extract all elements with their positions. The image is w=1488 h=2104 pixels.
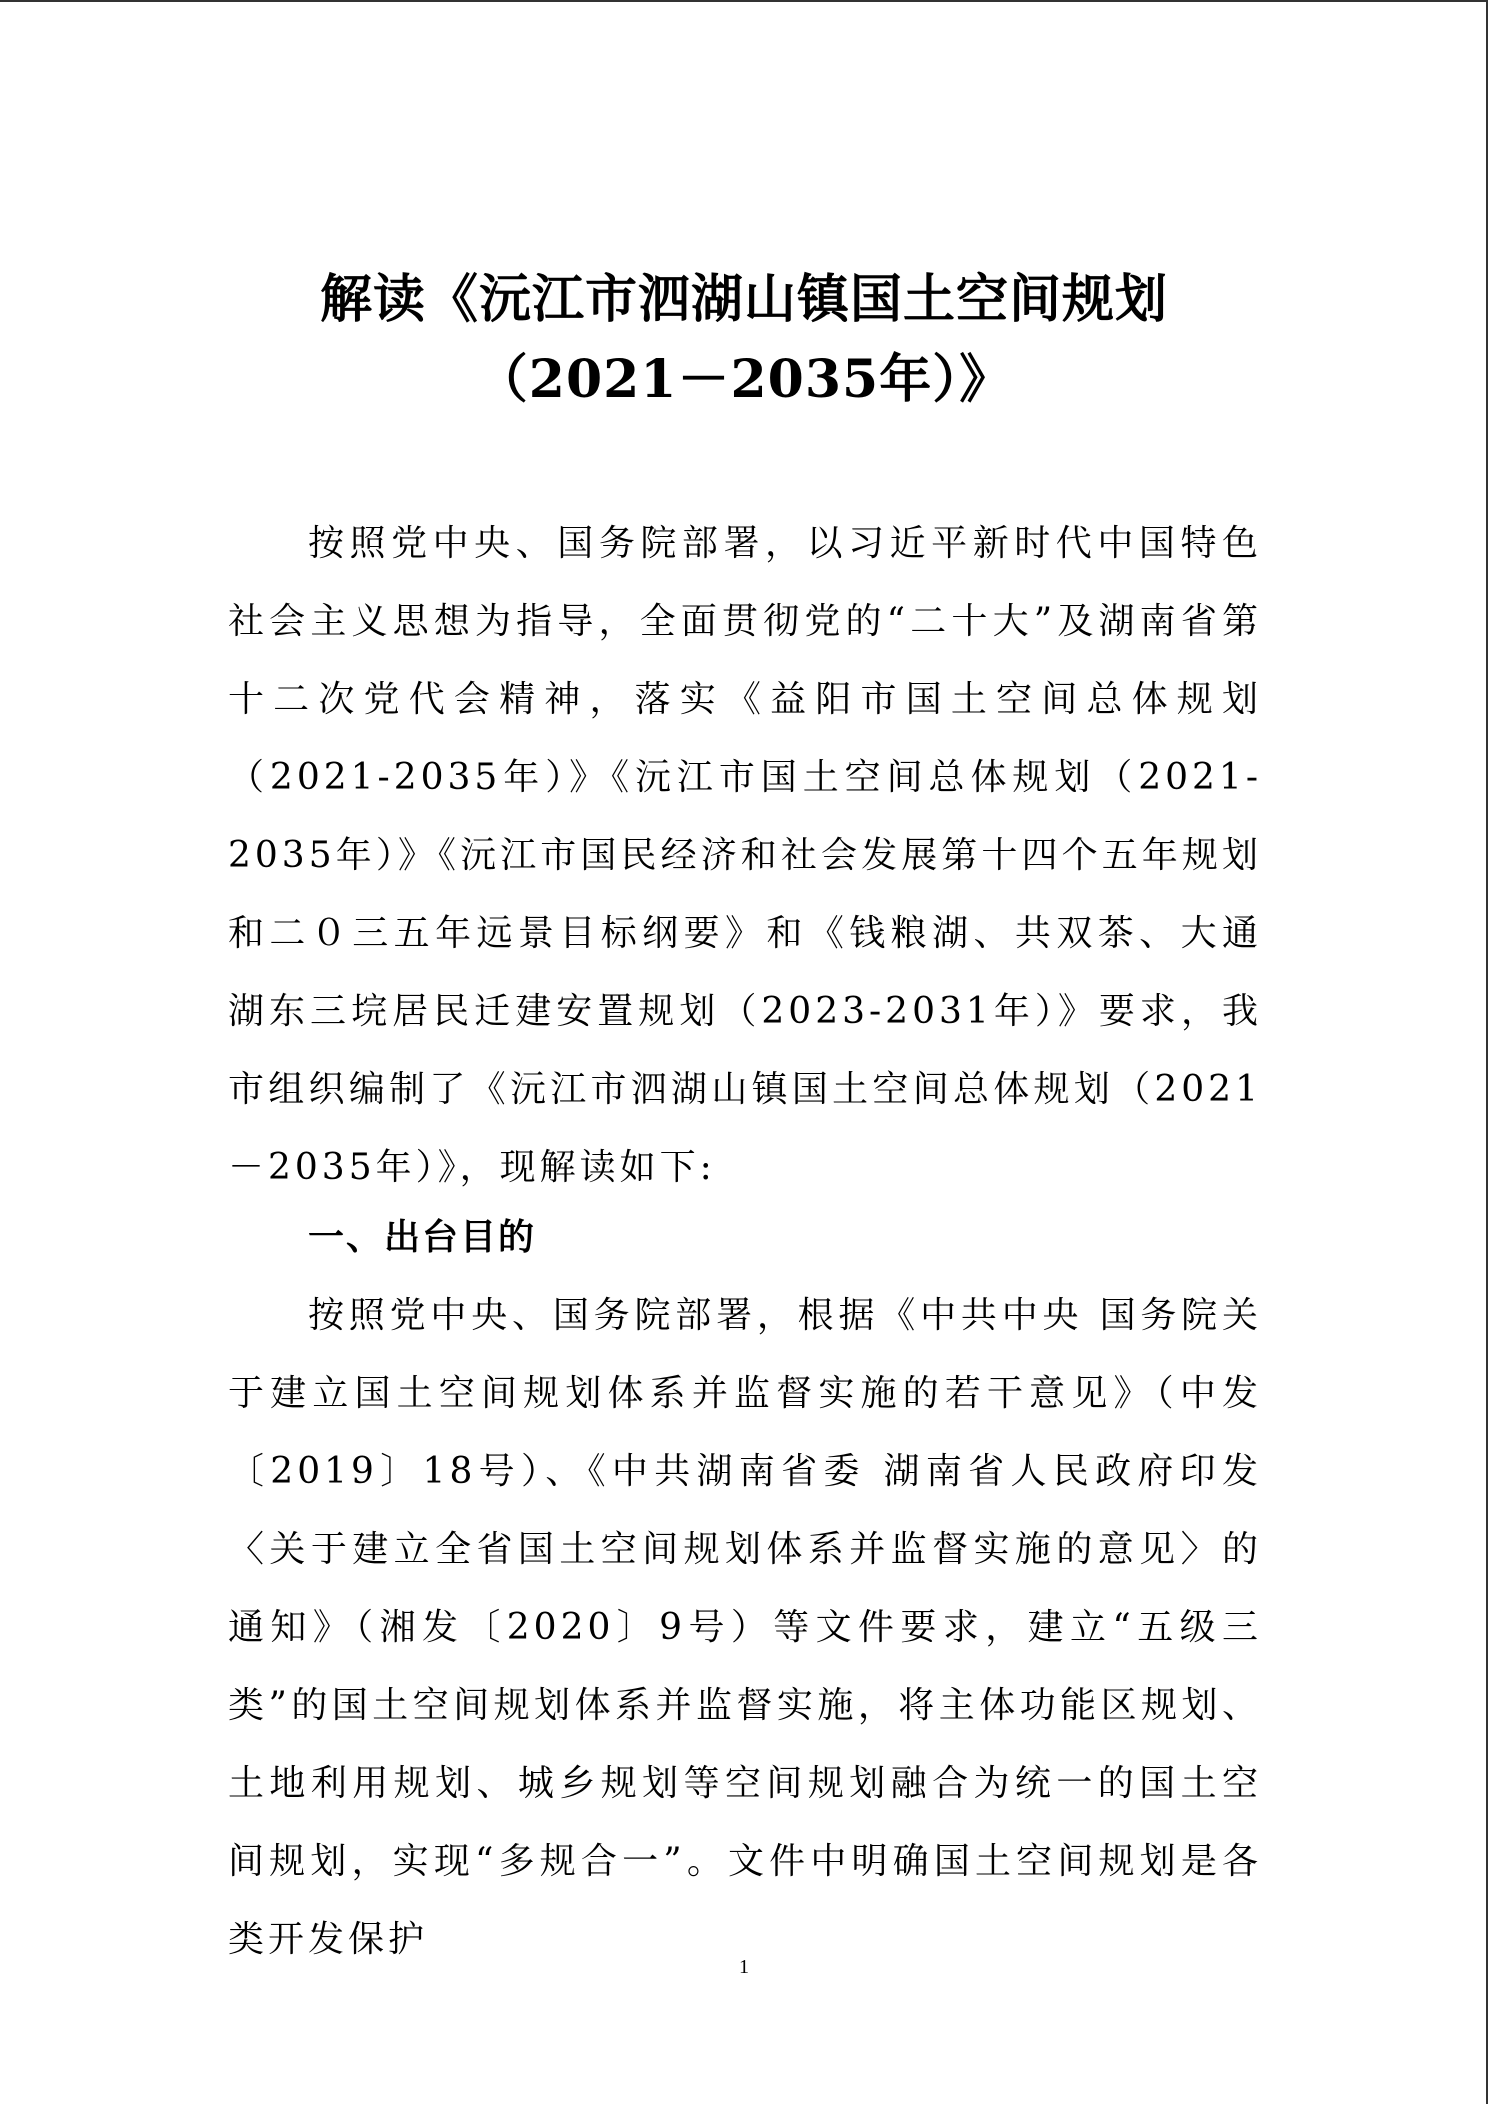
page-border-top	[0, 0, 1488, 2]
intro-paragraph: 按照党中央、国务院部署，以习近平新时代中国特色社会主义思想为指导，全面贯彻党的“二十大”及湖南省第十二次党代会精神，落实《益阳市国土空间总体规划（2021-2035年）》《沅江市国土空间总体规划（2021-2035年）》《沅江市国民经济和社会发展第十四个五年规划和二０三五年远景目标纲要》和《钱粮湖、共双茶、大通湖东三垸居民迁建安置规划（2023-2031年）》要求，我市组织编制了《沅江市泗湖山镇国土空间总体规划（2021－2035年）》，现解读如下:	[228, 523, 1262, 1188]
section-heading-purpose: 一、出台目的	[308, 1217, 537, 1258]
purpose-paragraph: 按照党中央、国务院部署，根据《中共中央 国务院关于建立国土空间规划体系并监督实施的若干意见》（中发〔2019〕18号）、《中共湖南省委 湖南省人民政府印发〈关于建立全省国土空间规划体系并监督实施的意见〉的通知》（湘发〔2020〕9号）等文件要求，建立“五级三类”的国土空间规划体系并监督实施，将主体功能区规划、土地利用规划、城乡规划等空间规划融合为统一的国土空间规划，实现“多规合一”。文件中明确国土空间规划是各类开发保护	[228, 1295, 1262, 1960]
document-title-line1: 解读《沅江市泗湖山镇国土空间规划	[319, 269, 1168, 330]
page-number: 1	[739, 1956, 749, 1978]
document-title-line2: （2021－2035年）》	[475, 349, 1013, 410]
